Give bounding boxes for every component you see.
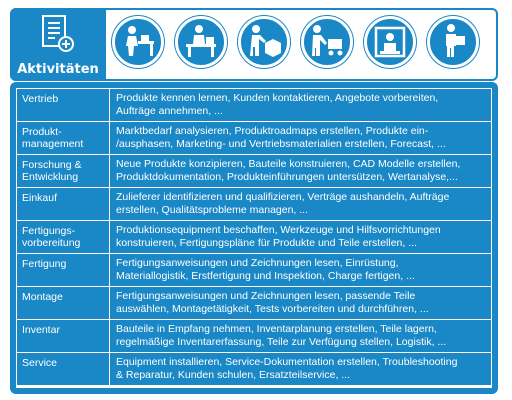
row-label: Inventar: [17, 320, 109, 352]
worker-carrying-box-icon: [427, 16, 479, 68]
table-row: [17, 254, 491, 286]
table-row: [17, 320, 491, 352]
table-row: [17, 188, 491, 220]
worker-packing-box-icon: [238, 16, 290, 68]
clipboard-list-icon: [39, 14, 75, 54]
worker-at-machine-icon: [364, 16, 416, 68]
row-description: Neue Produkte konzipieren, Bauteile konstruieren, CAD Modelle erstellen, Produktdokumentation, Produkteinführungen untersützen, Wertanalyse,...: [110, 155, 491, 187]
table-row: [17, 89, 491, 121]
row-description: Marktbedarf analysieren, Produktroadmaps erstellen, Produkte ein- /ausphasen, Marketing- und Vertriebsmaterialien erstellen, Forecast, ...: [110, 122, 491, 154]
row-label: Produkt- management: [17, 122, 109, 154]
row-label: Fertigung: [17, 254, 109, 286]
row-description: Equipment installieren, Service-Dokumentation erstellen, Troubleshooting & Reparatur, Kunden schulen, Ersatzteilservice, ...: [110, 353, 491, 385]
row-label: Service: [17, 353, 109, 385]
row-description: Fertigungsanweisungen und Zeichnungen lesen, passende Teile auswählen, Montagetätigkeit, Tests vorbereiten und durchführen, ...: [110, 287, 491, 319]
row-description: Zulieferer identifizieren und qualifizieren, Verträge aushandeln, Aufträge erstellen, Qualitätsprobleme managen, ...: [110, 188, 491, 220]
activities-table: [10, 82, 498, 394]
row-label: Vertrieb: [17, 89, 109, 121]
page-title: Aktivitäten: [17, 62, 99, 77]
activities-table-body: [16, 88, 492, 388]
row-description: Fertigungsanweisungen und Zeichnungen lesen, Einrüstung, Materiallogistik, Erstfertigung und Inspektion, Charge fertigen, ...: [110, 254, 491, 286]
row-description: Produkte kennen lernen, Kunden kontaktieren, Angebote vorbereiten, Aufträge annehmen, ...: [110, 89, 491, 121]
row-description: Produktionsequipment beschaffen, Werkzeuge und Hilfsvorrichtungen konstruieren, Fertigungspläne für Produkte und Teile erstellen, ...: [110, 221, 491, 253]
row-label: Fertigungs- vorbereitung: [17, 221, 109, 253]
table-row: [17, 353, 491, 385]
row-label: Einkauf: [17, 188, 109, 220]
table-row: [17, 287, 491, 319]
worker-with-cart-icon: [301, 16, 353, 68]
table-row: [17, 221, 491, 253]
table-row: [17, 155, 491, 187]
row-label: Montage: [17, 287, 109, 319]
worker-at-desk-icon: [112, 16, 164, 68]
row-description: Bauteile in Empfang nehmen, Inventarplanung erstellen, Teile lagern, regelmäßige Inventarerfassung, Teile zur Verfügung stellen, Logistik, ...: [110, 320, 491, 352]
activities-title-tile: [10, 8, 106, 81]
worker-at-workbench-icon: [175, 16, 227, 68]
table-row: [17, 122, 491, 154]
row-label: Forschung & Entwicklung: [17, 155, 109, 187]
